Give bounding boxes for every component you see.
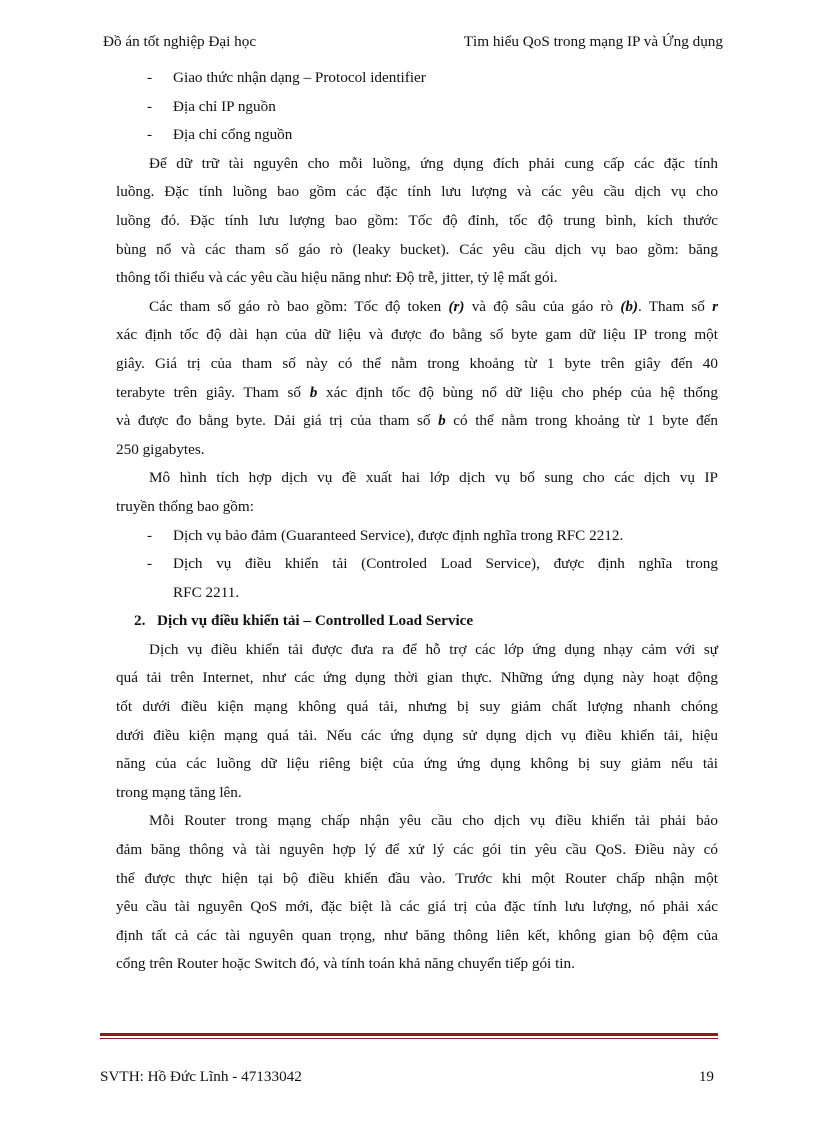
section-number: 2.	[134, 612, 146, 630]
list-item: - Dịch vụ bảo đảm (Guaranteed Service), được định nghĩa trong RFC 2212.	[116, 522, 718, 551]
section-title: Dịch vụ điều khiển tải – Controlled Load Service	[157, 612, 474, 630]
bullet-dash: -	[147, 97, 153, 115]
list-item: - Dịch vụ điều khiển tải (Controled Load Service), được định nghĩa trong	[116, 550, 718, 579]
page-body: - Giao thức nhận dạng – Protocol identifier - Địa chỉ IP nguồn - Địa chỉ cổng nguồn Để dữ trữ tài nguyên cho mỗi luồng, ứng dụng đích phải cung cấp các đặc tính luồng. Đặc tính luồng bao gồm các đặc tính lưu lượng và các yêu cầu dịch vụ cho luồng đó. Đặc tính lưu lượng bao gồm: Tốc độ đỉnh, tốc độ trung bình, kích thước bùng nổ và các tham số gáo rò (leaky bucket). Các yêu cầu dịch vụ bao gồm: băng thông tối thiểu và các yêu cầu hiệu năng như: Độ trễ, jitter, tỷ lệ mất gói. Các tham số gáo rò bao gồm: Tốc độ token (r) và độ sâu của gáo rò (b). Tham số r xác định tốc độ dài hạn của dữ liệu và được đo bằng số byte gam dữ liệu IP trong một giây. Giá trị của tham số này có thể nằm trong khoảng từ 1 byte trên giây đến 40 terabyte trên giây. Tham số b xác định tốc độ bùng nổ dữ liệu cho phép của hệ thống và được đo bằng byte. Dải giá trị của tham số b có thể nằm trong khoảng từ 1 byte đến 250 gigabytes. Mô hình tích hợp dịch vụ đề xuất hai lớp dịch vụ bổ sung cho các dịch vụ IP truyền thống bao gồm: - Dịch vụ bảo đảm (Guaranteed Service), được định nghĩa trong RFC 2212. - Dịch vụ điều khiển tải (Controled Load Service), được định nghĩa trong RFC 2211. 2. Dịch vụ điều khiển tải – Controlled Load Service Dịch vụ điều khiển tải được đưa ra để hỗ trợ các lớp ứng dụng nhạy cảm với sự quá tải trên Internet, như các ứng dụng thời gian thực. Những ứng dụng này hoạt động tốt dưới điều kiện mạng không quá tải, nhưng bị suy giảm chất lượng nhanh chóng dưới điều kiện mạng quá tải. Nếu các ứng dụng sử dụng dịch vụ điều khiển tải, hiệu năng của các luồng dữ liệu riêng biệt của ứng ứng dụng không bị suy giảm nếu tải trong mạng tăng lên. Mỗi Router trong mạng chấp nhận yêu cầu cho dịch vụ điều khiển tải phải bảo đảm băng thông và tài nguyên hợp lý để xử lý các gói tin yêu cầu QoS. Điều này có thể được thực hiện tại bộ điều khiển đầu vào. Trước khi một Router chấp nhận một yêu cầu tài nguyên QoS mới, đặc biệt là các giá trị của đặc tính lưu lượng, nó phải xác định tất cả các tài nguyên quan trọng, như băng thông liên kết, không gian bộ đệm của cổng trên Router hoặc Switch đó, và tính toán khả năng chuyển tiếp gói tin.	[116, 64, 718, 979]
header-thesis-title: Tìm hiểu QoS trong mạng IP và Ứng dụng	[463, 33, 723, 50]
paragraph-leaky-bucket: Các tham số gáo rò bao gồm: Tốc độ token (r) và độ sâu của gáo rò (b). Tham số r xác định tốc độ dài hạn của dữ liệu và được đo bằng số byte gam dữ liệu IP trong một giây. Giá trị của tham số này có thể nằm trong khoảng từ 1 byte trên giây đến 40 terabyte trên giây. Tham số b xác định tốc độ bùng nổ dữ liệu cho phép của hệ thống và được đo bằng byte. Dải giá trị của tham số b có thể nằm trong khoảng từ 1 byte đến 250 gigabytes.	[116, 297, 718, 458]
list-item: - Địa chỉ cổng nguồn	[116, 121, 718, 150]
paragraph-controlled-load: Dịch vụ điều khiển tải được đưa ra để hỗ trợ các lớp ứng dụng nhạy cảm với sự quá tải trên Internet, như các ứng dụng thời gian thực. Những ứng dụng này hoạt động tốt dưới điều kiện mạng không quá tải, nhưng bị suy giảm chất lượng nhanh chóng dưới điều kiện mạng quá tải. Nếu các ứng dụng sử dụng dịch vụ điều khiển tải, hiệu năng của các luồng dữ liệu riêng biệt của ứng ứng dụng không bị suy giảm nếu tải trong mạng tăng lên.	[116, 640, 718, 801]
paragraph-intserv-model: Mô hình tích hợp dịch vụ đề xuất hai lớp dịch vụ bổ sung cho các dịch vụ IP truyền thống bao gồm:	[116, 469, 718, 515]
footer-divider-thin	[100, 1038, 718, 1039]
section-heading	[116, 607, 718, 636]
footer-divider-thick	[100, 1033, 718, 1036]
header-thesis-type: Đồ án tốt nghiệp Đại học	[103, 33, 257, 50]
page-number: 19	[698, 1068, 714, 1085]
paragraph-flow-characteristics: Để dữ trữ tài nguyên cho mỗi luồng, ứng dụng đích phải cung cấp các đặc tính luồng. Đặc tính luồng bao gồm các đặc tính lưu lượng và các yêu cầu dịch vụ cho luồng đó. Đặc tính lưu lượng bao gồm: Tốc độ đỉnh, tốc độ trung bình, kích thước bùng nổ và các tham số gáo rò (leaky bucket). Các yêu cầu dịch vụ bao gồm: băng thông tối thiểu và các yêu cầu hiệu năng như: Độ trễ, jitter, tỷ lệ mất gói.	[116, 154, 718, 287]
page-header	[103, 33, 723, 53]
paragraph-router-admission: Mỗi Router trong mạng chấp nhận yêu cầu cho dịch vụ điều khiển tải phải bảo đảm băng thông và tài nguyên hợp lý để xử lý các gói tin yêu cầu QoS. Điều này có thể được thực hiện tại bộ điều khiển đầu vào. Trước khi một Router chấp nhận một yêu cầu tài nguyên QoS mới, đặc biệt là các giá trị của đặc tính lưu lượng, nó phải xác định tất cả các tài nguyên quan trọng, như băng thông liên kết, không gian bộ đệm của cổng trên Router hoặc Switch đó, và tính toán khả năng chuyển tiếp gói tin.	[116, 812, 718, 973]
bullet-dash: -	[147, 526, 153, 544]
bullet-dash: -	[147, 126, 153, 144]
page-footer	[100, 1068, 714, 1086]
footer-author: SVTH: Hồ Đức Lĩnh - 47133042	[100, 1068, 302, 1085]
list-item: - Địa chỉ IP nguồn	[116, 93, 718, 122]
bullet-dash: -	[147, 69, 153, 86]
list-item: - Giao thức nhận dạng – Protocol identifier	[116, 64, 718, 93]
bullet-dash: -	[147, 555, 153, 573]
